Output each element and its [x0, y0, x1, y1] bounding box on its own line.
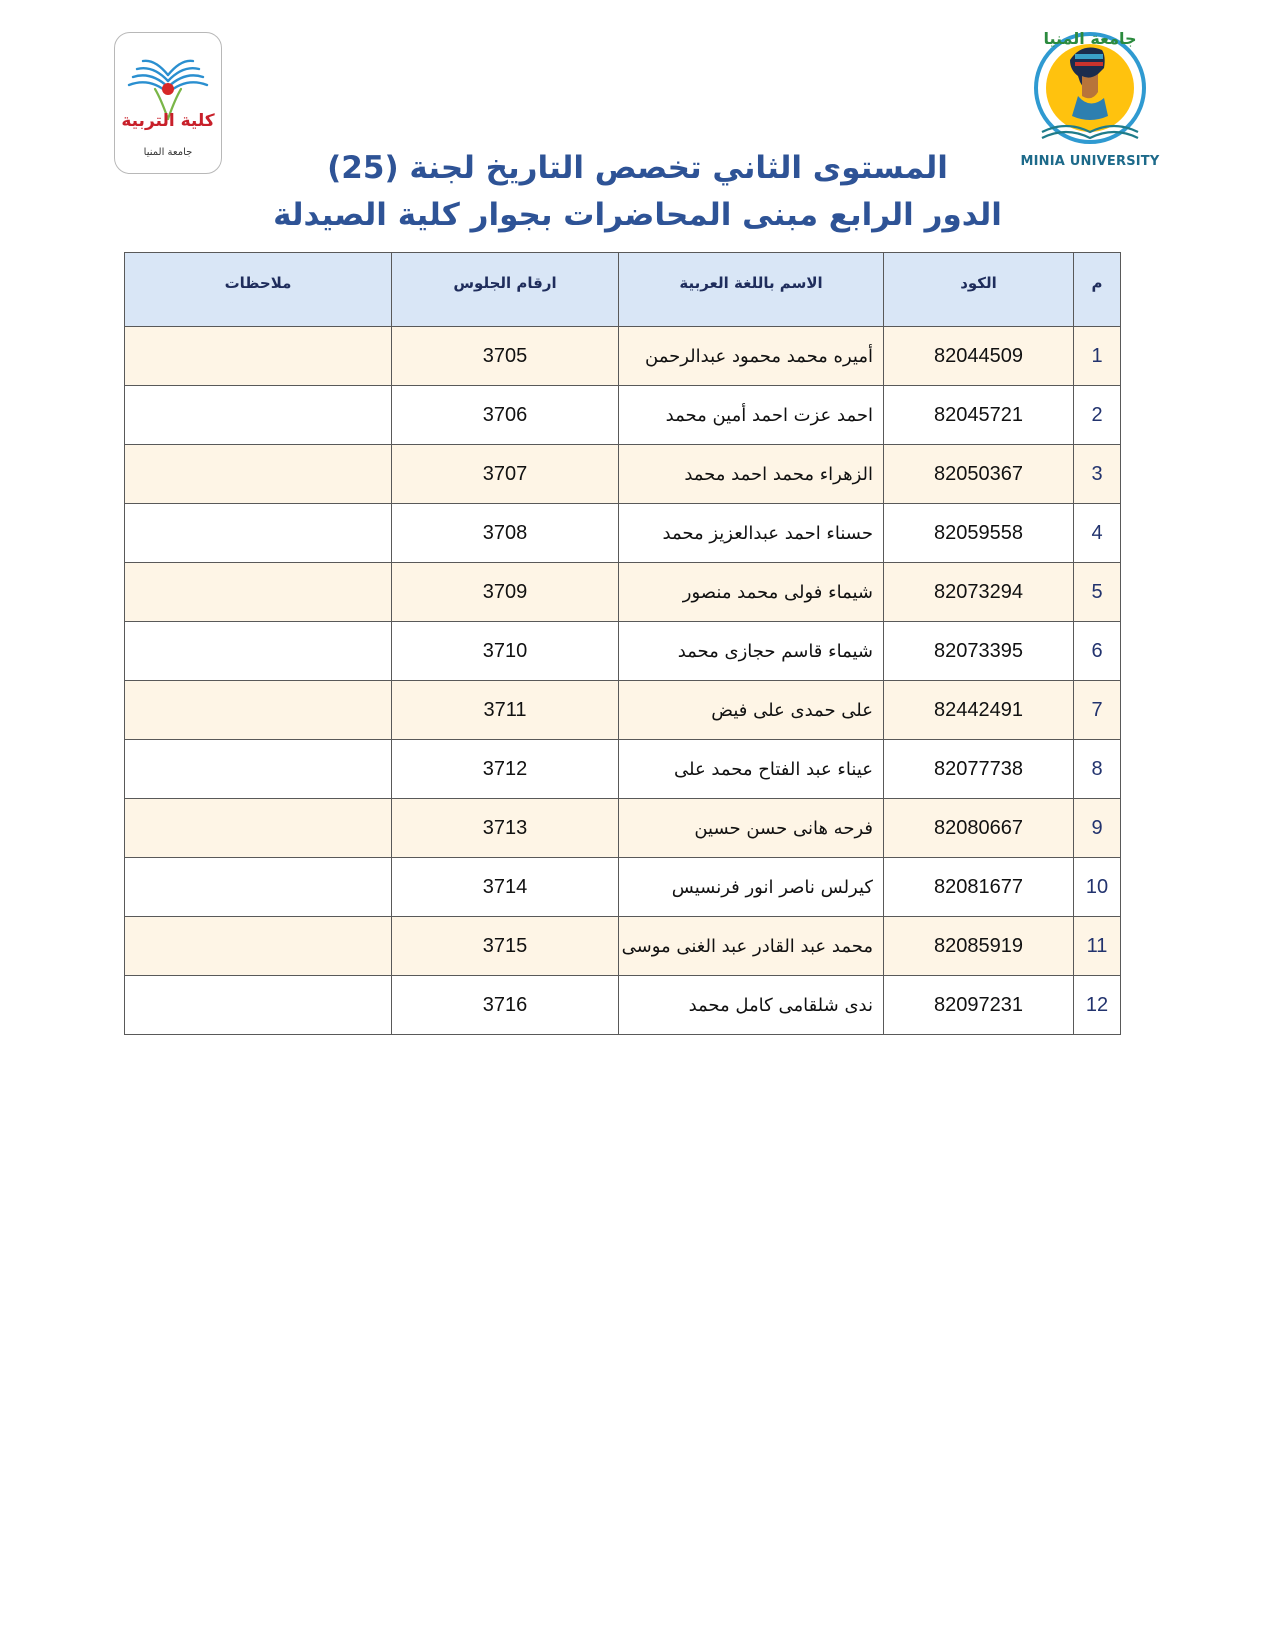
student-code: 82097231: [884, 976, 1074, 1035]
student-name: حسناء احمد عبدالعزيز محمد: [619, 504, 884, 563]
notes-cell: [125, 445, 392, 504]
seat-number: 3706: [392, 386, 619, 445]
student-name: احمد عزت احمد أمين محمد: [619, 386, 884, 445]
header-number: م: [1074, 253, 1121, 327]
seat-number: 3709: [392, 563, 619, 622]
notes-cell: [125, 858, 392, 917]
row-number: 12: [1074, 976, 1121, 1035]
student-name: محمد عبد القادر عبد الغنى موسى: [619, 917, 884, 976]
student-code: 82045721: [884, 386, 1074, 445]
table-row: [125, 445, 1121, 504]
seat-number: 3714: [392, 858, 619, 917]
student-code: 82044509: [884, 327, 1074, 386]
table-row: [125, 504, 1121, 563]
student-name: شيماء قاسم حجازى محمد: [619, 622, 884, 681]
university-arabic-name: جامعة المنيا: [1043, 29, 1137, 48]
table-row: [125, 622, 1121, 681]
student-name: ندى شلقامى كامل محمد: [619, 976, 884, 1035]
row-number: 10: [1074, 858, 1121, 917]
university-english-name: MINIA UNIVERSITY: [1020, 154, 1160, 169]
header-arabic-name: الاسم باللغة العربية: [619, 253, 884, 327]
student-code: 82085919: [884, 917, 1074, 976]
header-notes: ملاحظات: [125, 253, 392, 327]
header-seat-number: ارقام الجلوس: [392, 253, 619, 327]
student-code: 82080667: [884, 799, 1074, 858]
table-header-row: [125, 253, 1121, 327]
faculty-name: كلية التربية: [121, 111, 215, 131]
table-row: [125, 799, 1121, 858]
seat-number: 3715: [392, 917, 619, 976]
notes-cell: [125, 976, 392, 1035]
notes-cell: [125, 622, 392, 681]
seat-number: 3716: [392, 976, 619, 1035]
table-row: [125, 976, 1121, 1035]
student-code: 82050367: [884, 445, 1074, 504]
student-name: عيناء عبد الفتاح محمد على: [619, 740, 884, 799]
student-name: أميره محمد محمود عبدالرحمن: [619, 327, 884, 386]
seat-number: 3705: [392, 327, 619, 386]
notes-cell: [125, 917, 392, 976]
table-row: [125, 386, 1121, 445]
seat-number: 3710: [392, 622, 619, 681]
student-name: كيرلس ناصر انور فرنسيس: [619, 858, 884, 917]
row-number: 8: [1074, 740, 1121, 799]
row-number: 6: [1074, 622, 1121, 681]
table-row: [125, 858, 1121, 917]
table-row: [125, 917, 1121, 976]
row-number: 2: [1074, 386, 1121, 445]
student-name: على حمدى على فيض: [619, 681, 884, 740]
university-seal-icon: [1020, 16, 1160, 156]
table-row: [125, 327, 1121, 386]
student-code: 82081677: [884, 858, 1074, 917]
seat-number: 3711: [392, 681, 619, 740]
student-code: 82077738: [884, 740, 1074, 799]
table-row: [125, 563, 1121, 622]
faculty-university-name: جامعة المنيا: [143, 147, 193, 158]
header-code: الكود: [884, 253, 1074, 327]
student-name: الزهراء محمد احمد محمد: [619, 445, 884, 504]
student-name: شيماء فولى محمد منصور: [619, 563, 884, 622]
row-number: 7: [1074, 681, 1121, 740]
seat-number: 3707: [392, 445, 619, 504]
seat-number: 3708: [392, 504, 619, 563]
student-roster-table: [124, 252, 1121, 1035]
row-number: 5: [1074, 563, 1121, 622]
page-title: المستوى الثاني تخصص التاريخ لجنة (25): [327, 150, 948, 186]
notes-cell: [125, 504, 392, 563]
student-code: 82073395: [884, 622, 1074, 681]
seat-number: 3712: [392, 740, 619, 799]
student-code: 82073294: [884, 563, 1074, 622]
notes-cell: [125, 386, 392, 445]
row-number: 3: [1074, 445, 1121, 504]
table-row: [125, 740, 1121, 799]
row-number: 4: [1074, 504, 1121, 563]
student-code: 82059558: [884, 504, 1074, 563]
student-code: 82442491: [884, 681, 1074, 740]
row-number: 1: [1074, 327, 1121, 386]
notes-cell: [125, 681, 392, 740]
table-row: [125, 681, 1121, 740]
student-name: فرحه هانى حسن حسين: [619, 799, 884, 858]
notes-cell: [125, 327, 392, 386]
row-number: 9: [1074, 799, 1121, 858]
seat-number: 3713: [392, 799, 619, 858]
notes-cell: [125, 740, 392, 799]
row-number: 11: [1074, 917, 1121, 976]
notes-cell: [125, 563, 392, 622]
page-subtitle: الدور الرابع مبنى المحاضرات بجوار كلية الصيدلة: [273, 197, 1002, 233]
notes-cell: [125, 799, 392, 858]
